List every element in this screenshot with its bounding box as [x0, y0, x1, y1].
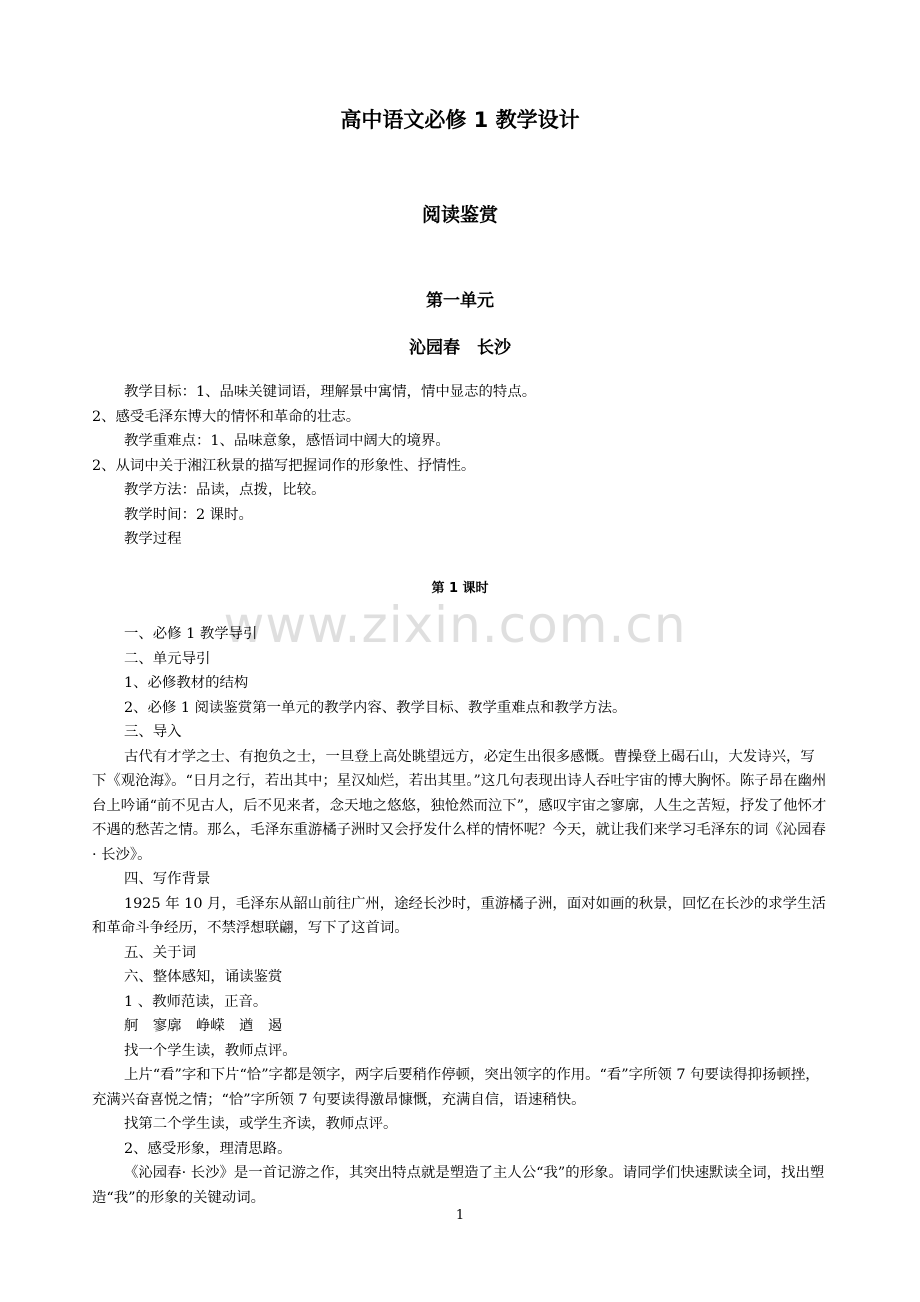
period-heading: 第 1 课时: [431, 581, 489, 596]
teaching-objectives: [92, 380, 828, 552]
body-line: 2、必修 1 阅读鉴赏第一单元的教学内容、教学目标、教学重难点和教学方法。: [124, 699, 627, 716]
time-line: 教学时间：2 课时。: [124, 506, 253, 523]
body-line: 1 、教师范读，正音。: [124, 993, 268, 1010]
unit-heading: 第一单元: [426, 291, 494, 311]
body-line: 三、导入: [124, 724, 182, 740]
body-line: 找第二个学生读，或学生齐读，教师点评。: [124, 1116, 398, 1132]
process-line: 教学过程: [124, 531, 182, 547]
body-line: 一、必修 1 教学导引: [124, 626, 258, 642]
page-number: 1: [455, 1208, 465, 1223]
vocabulary-line: 舸 寥廓 峥嵘 遒 遏: [124, 1018, 283, 1034]
reading-paragraph: 上片“看”字和下片“恰”字都是领字，两字后要稍作停顿，突出领字的作用。“看”字所领 7 句要读得抑扬顿挫，充满兴奋喜悦之情；“恰”字所领 7 句要读得激昂慷慨，充满自信，语速稍快。: [92, 1067, 820, 1108]
section-heading: 阅读鉴赏: [421, 204, 498, 226]
background-paragraph: 1925 年 10 月，毛泽东从韶山前往广州，途经长沙时，重游橘子洲，面对如画的秋景，回忆在长沙的求学生活和革命斗争经历，不禁浮想联翩，写下了这首词。: [92, 895, 826, 936]
body-line: 六、整体感知，诵读鉴赏: [124, 969, 283, 985]
watermark: www.zixin.com.cn: [223, 596, 687, 654]
analysis-paragraph: 《沁园春· 长沙》是一首记游之作，其突出特点就是塑造了主人公“我”的形象。请同学们快速默读全词，找出塑造“我”的形象的关键动词。: [92, 1165, 825, 1206]
body-line: 四、写作背景: [124, 871, 211, 887]
method-line: 教学方法：品读，点拨，比较。: [124, 482, 326, 498]
difficulty-line: 教学重难点：1、品味意象，感悟词中阔大的境界。: [124, 433, 450, 449]
body-line: 找一个学生读，教师点评。: [124, 1042, 297, 1059]
lesson-heading: 沁园春 长沙: [409, 338, 511, 358]
intro-paragraph: 古代有才学之士、有抱负之士，一旦登上高处眺望远方，必定生出很多感慨。曹操登上碣石山，大发诗兴，写下《观沧海》。“日月之行，若出其中；星汉灿烂，若出其里。”这几句表现出诗人吞吐宇宙的博大胸怀。陈子昂在幽州台上吟诵“前不见古人，后不见来者，念天地之悠悠，独怆然而泣下”，感叹宇宙之寥廓，人生之苦短，抒发了他怀才不遇的愁苦之情。那么，毛泽东重游橘子洲时又会抒发什么样的情怀呢？今天，就让我们来学习毛泽东的词《沁园春· 长沙》。: [92, 748, 827, 863]
body-line: 1、必修教材的结构: [124, 675, 249, 691]
body-line: 二、单元导引: [124, 650, 211, 667]
objective-line: 2、感受毛泽东博大的情怀和革命的壮志。: [92, 408, 361, 425]
document-title: 高中语文必修 1 教学设计: [340, 108, 580, 132]
lesson-body: [92, 622, 828, 1210]
difficulty-line: 2、从词中关于湘江秋景的描写把握词作的形象性、抒情性。: [92, 457, 476, 474]
body-line: 2、感受形象，理清思路。: [124, 1140, 292, 1157]
objective-line: 教学目标：1、品味关键词语，理解景中寓情，情中显志的特点。: [124, 384, 537, 400]
body-line: 五、关于词: [124, 944, 196, 961]
